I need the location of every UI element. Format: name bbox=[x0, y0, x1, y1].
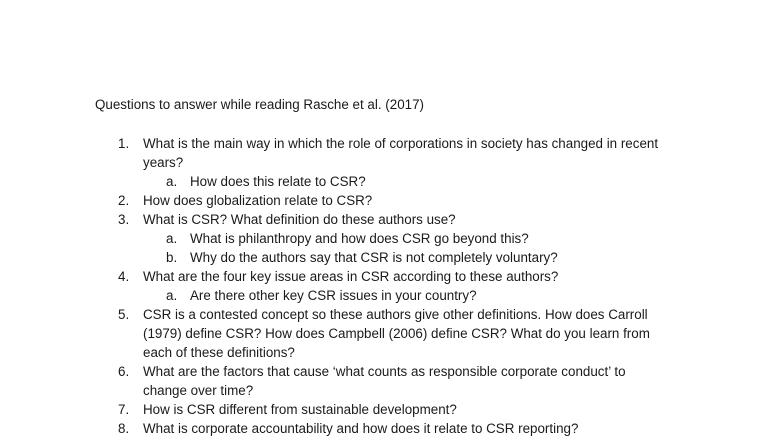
question-item bbox=[0, 305, 784, 362]
sub-question-letter: a. bbox=[166, 231, 178, 246]
question-text: How is CSR different from sustainable development? bbox=[143, 402, 457, 417]
sub-question-list bbox=[0, 172, 784, 191]
question-number: 1. bbox=[118, 136, 130, 151]
question-item bbox=[0, 400, 784, 419]
sub-question-item bbox=[0, 286, 784, 305]
question-text: What are the four key issue areas in CSR according to these authors? bbox=[143, 269, 559, 284]
question-item bbox=[0, 134, 784, 191]
sub-question-text: How does this relate to CSR? bbox=[190, 174, 366, 189]
question-item bbox=[0, 267, 784, 305]
question-number: 6. bbox=[118, 364, 130, 379]
sub-question-letter: b. bbox=[166, 250, 178, 265]
sub-question-item bbox=[0, 248, 784, 267]
question-text: How does globalization relate to CSR? bbox=[143, 193, 373, 208]
question-item bbox=[0, 362, 784, 400]
question-item bbox=[0, 191, 784, 210]
sub-question-list bbox=[0, 229, 784, 267]
sub-question-text: What is philanthropy and how does CSR go beyond this? bbox=[190, 231, 529, 246]
document-heading: Questions to answer while reading Rasche et al. (2017) bbox=[95, 97, 424, 112]
sub-question-item bbox=[0, 172, 784, 191]
sub-question-letter: a. bbox=[166, 174, 178, 189]
question-number: 4. bbox=[118, 269, 130, 284]
sub-question-text: Are there other key CSR issues in your country? bbox=[190, 288, 477, 303]
question-text: What is the main way in which the role of corporations in society has changed in recent years? bbox=[143, 136, 659, 170]
sub-question-item bbox=[0, 229, 784, 248]
question-number: 3. bbox=[118, 212, 130, 227]
question-text: What is corporate accountability and how does it relate to CSR reporting? bbox=[143, 421, 579, 436]
question-text: What are the factors that cause ‘what counts as responsible corporate conduct’ to change over time? bbox=[143, 364, 626, 398]
question-number: 8. bbox=[118, 421, 130, 436]
question-list bbox=[0, 134, 784, 438]
question-text: CSR is a contested concept so these authors give other definitions. How does Carroll (1979) define CSR? How does Campbell (2006) define CSR? What do you learn from each of these definitions? bbox=[143, 307, 650, 360]
question-number: 5. bbox=[118, 307, 130, 322]
question-text: What is CSR? What definition do these authors use? bbox=[143, 212, 456, 227]
sub-question-list bbox=[0, 286, 784, 305]
sub-question-text: Why do the authors say that CSR is not completely voluntary? bbox=[190, 250, 558, 265]
question-item bbox=[0, 210, 784, 267]
question-number: 2. bbox=[118, 193, 130, 208]
sub-question-letter: a. bbox=[166, 288, 178, 303]
question-number: 7. bbox=[118, 402, 130, 417]
question-item bbox=[0, 419, 784, 438]
